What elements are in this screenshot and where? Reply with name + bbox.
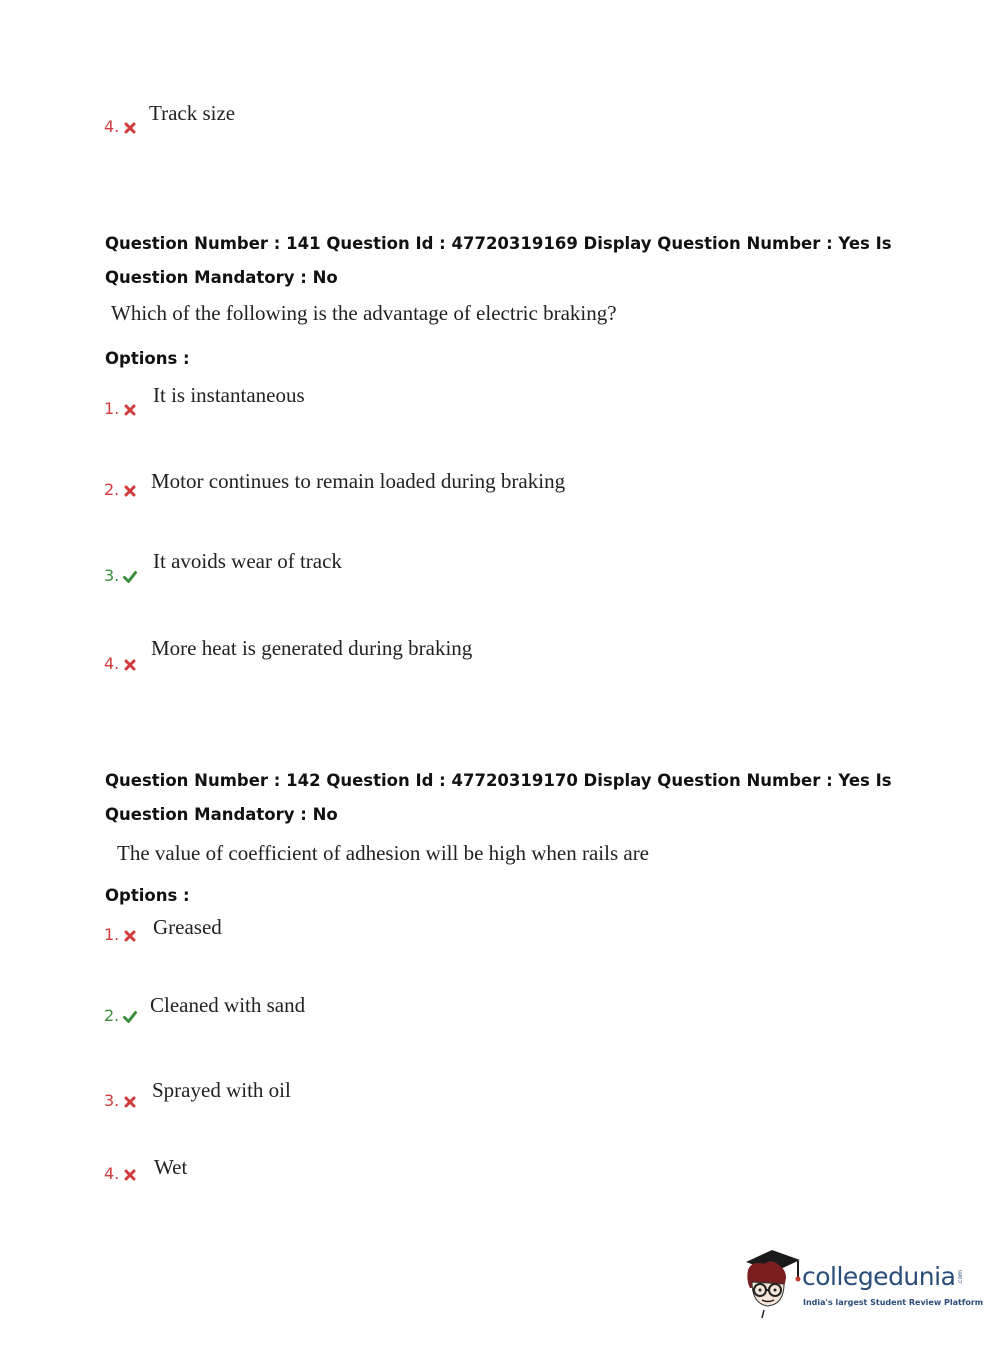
options-label: Options : (105, 349, 190, 368)
option-text: Sprayed with oil (152, 1078, 291, 1102)
cross-icon (123, 403, 137, 417)
option-text: Motor continues to remain loaded during braking (151, 469, 566, 493)
question-header: Question Number : 142 Question Id : 47720319170 Display Question Number : Yes Is Question Mandatory : No (105, 771, 892, 824)
cross-icon (123, 484, 137, 498)
options-label: Options : (105, 886, 190, 905)
option-text: Cleaned with sand (150, 993, 306, 1017)
check-icon (123, 570, 137, 584)
option-text: It is instantaneous (153, 383, 305, 407)
mascot-logo-icon (742, 1248, 802, 1320)
option-text: More heat is generated during braking (151, 636, 473, 660)
cross-icon (123, 1168, 137, 1182)
brand-name: collegedunia (802, 1262, 956, 1291)
option-text: It avoids wear of track (153, 549, 342, 573)
cross-icon (123, 121, 137, 135)
cross-icon (123, 1095, 137, 1109)
option-number: 2. (104, 1006, 137, 1025)
option-text: Greased (153, 915, 222, 939)
cross-icon (123, 658, 137, 672)
option-number: 2. (104, 480, 137, 499)
cross-icon (123, 929, 137, 943)
option-number: 4. (104, 1164, 137, 1183)
option-number: 1. (104, 399, 137, 418)
option-number: 4. (104, 117, 137, 136)
option-text: Track size (149, 101, 236, 125)
brand-tagline: India's largest Student Review Platform (803, 1298, 984, 1307)
option-number: 1. (104, 925, 137, 944)
option-number: 4. (104, 654, 137, 673)
check-icon (123, 1010, 137, 1024)
option-text: Wet (154, 1155, 188, 1179)
option-number: 3. (104, 1091, 137, 1110)
brand-suffix: .com (957, 1270, 964, 1285)
option-number: 3. (104, 566, 137, 585)
question-text: Which of the following is the advantage of electric braking? (111, 301, 617, 325)
question-text: The value of coefficient of adhesion will be high when rails are (117, 841, 650, 865)
question-header: Question Number : 141 Question Id : 47720319169 Display Question Number : Yes Is Question Mandatory : No (105, 234, 892, 287)
